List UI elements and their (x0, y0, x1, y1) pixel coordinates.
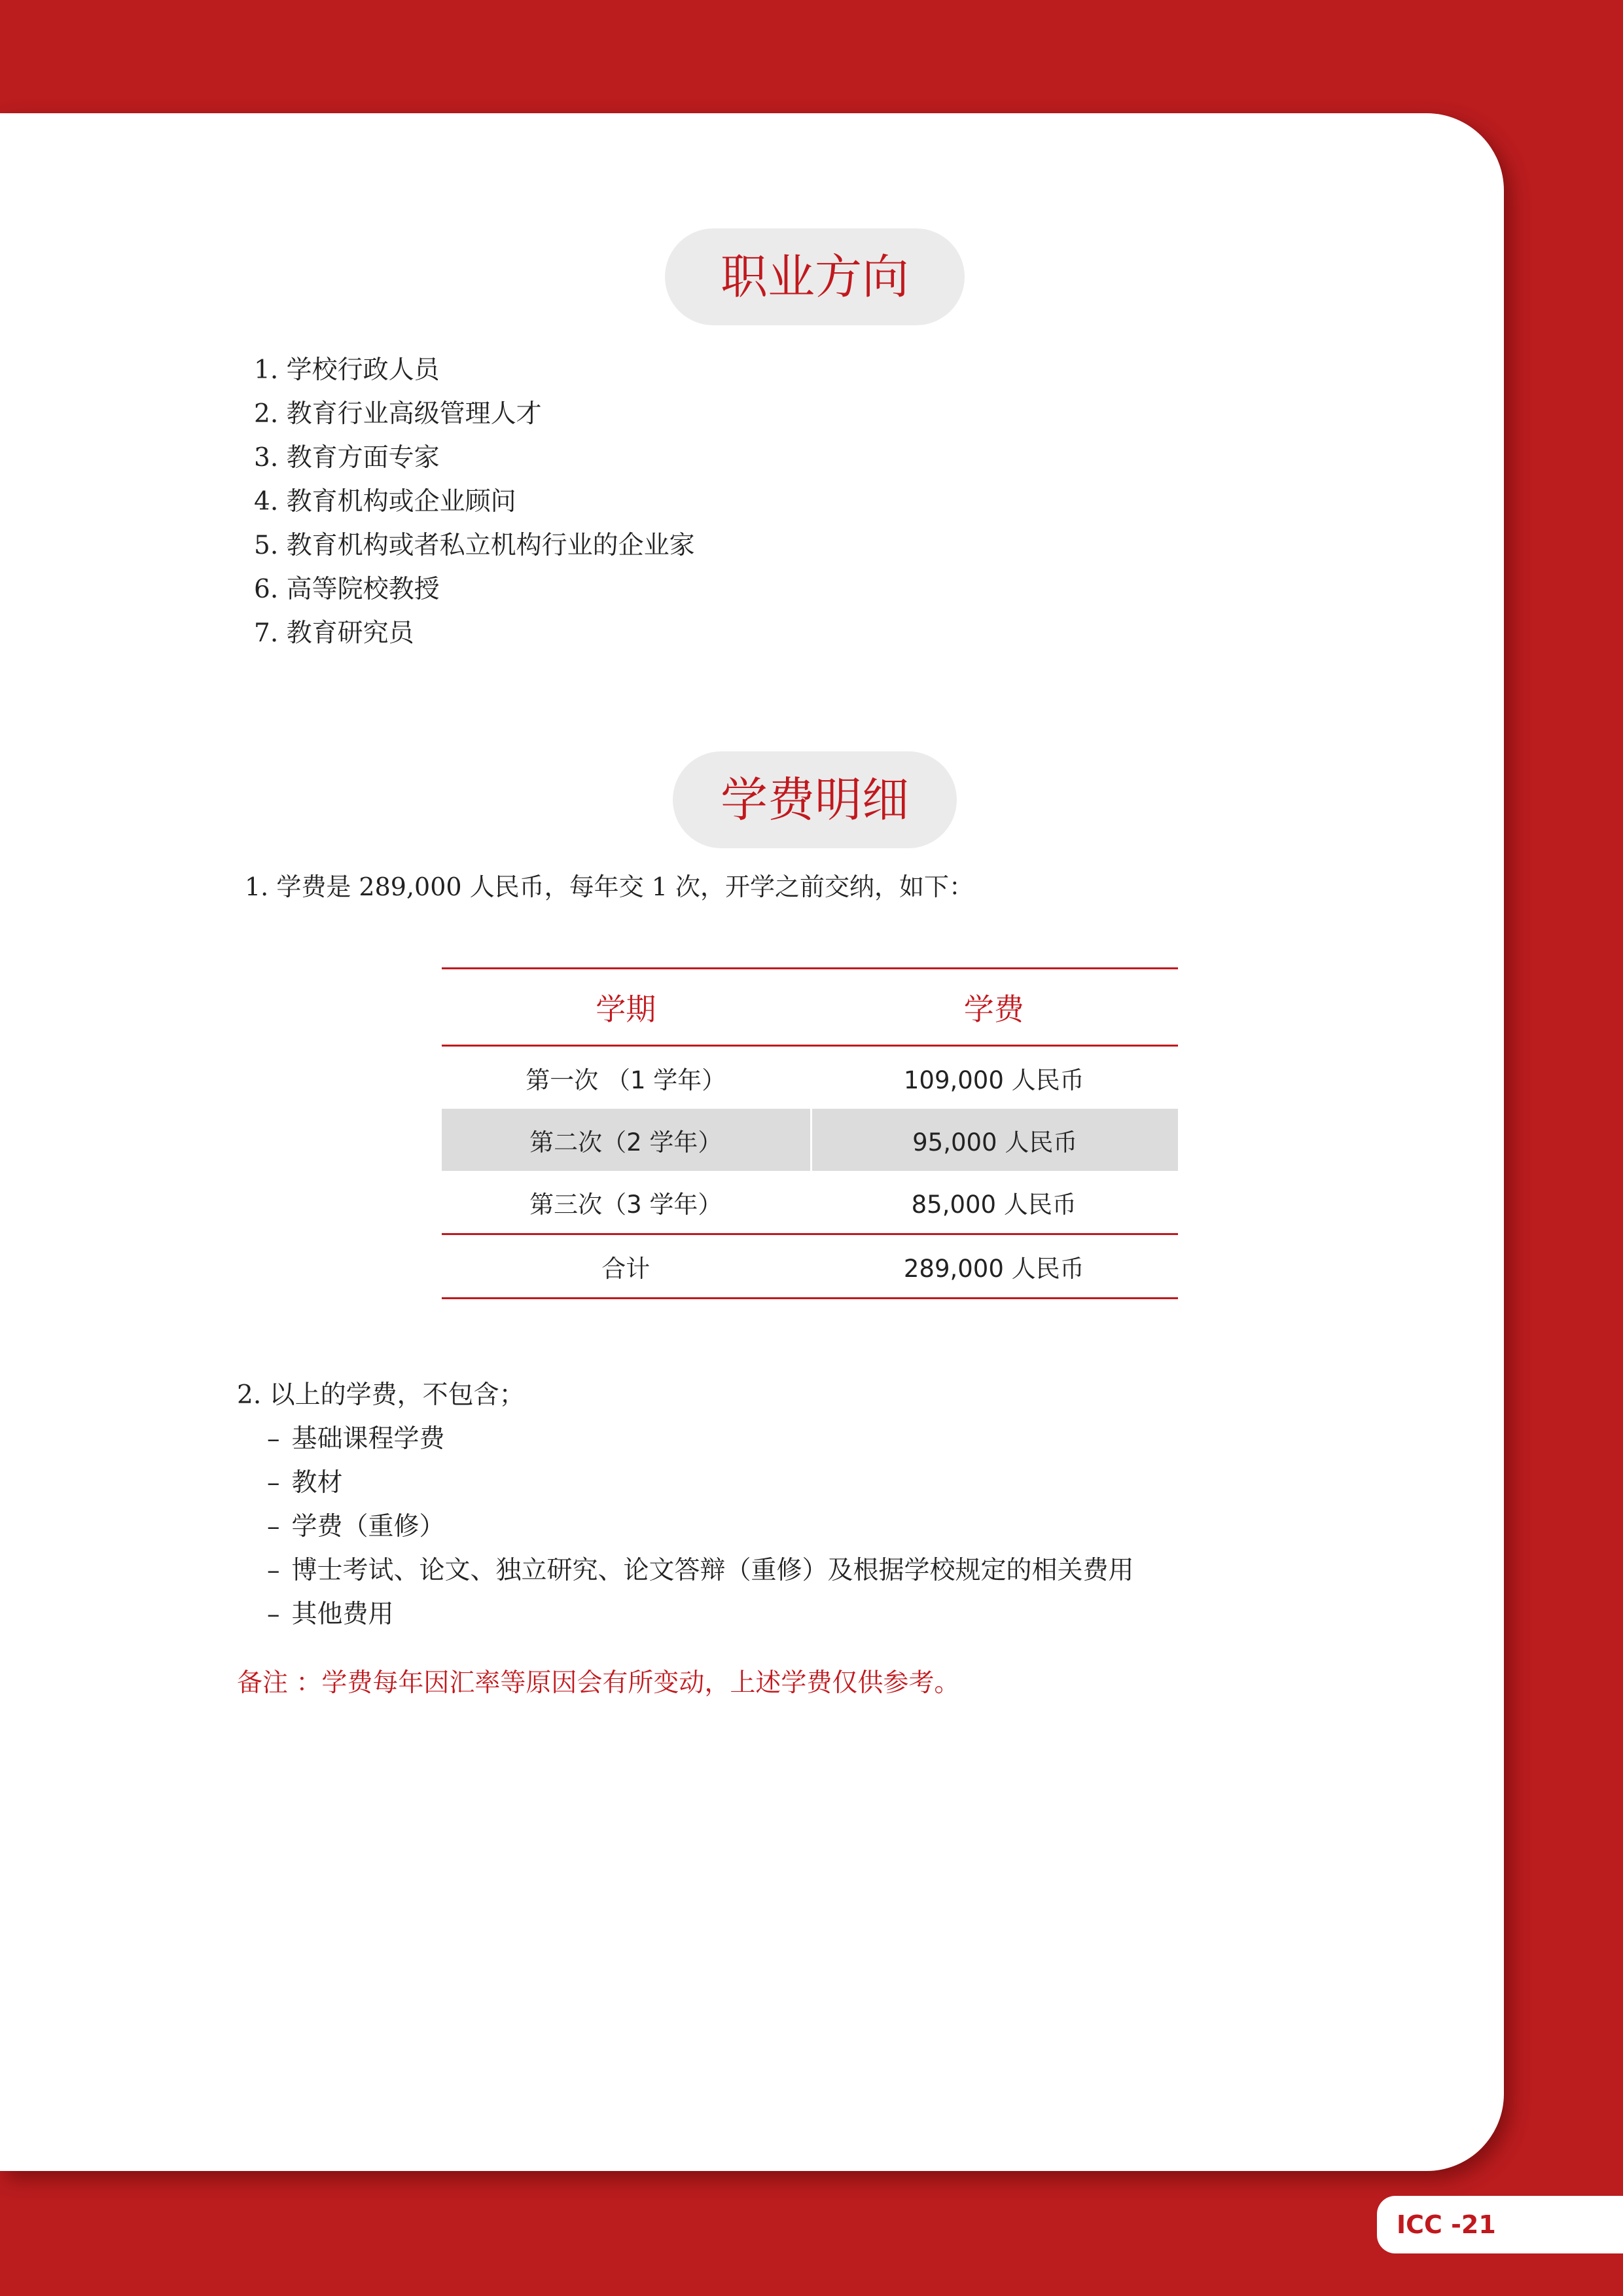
exclusions-section (237, 1373, 1134, 1636)
exclusions-list (237, 1417, 1134, 1636)
fee-intro: 1. 学费是 289,000 人民币，每年交 1 次，开学之前交纳，如下： (245, 872, 974, 901)
page-number-tab (1377, 2196, 1623, 2253)
list-item: 1. 学校行政人员 (254, 355, 440, 385)
list-item: 3. 教育方面专家 (254, 443, 440, 473)
term-cell: 第一次 （1 学年） (526, 1066, 726, 1094)
table-header-row (442, 967, 1178, 1047)
list-item: – 学费（重修） (267, 1512, 445, 1541)
list-item: – 教材 (267, 1468, 343, 1498)
exclusions-heading: 2. 以上的学费，不包含； (237, 1380, 525, 1410)
column-header-fee: 学费 (810, 967, 1179, 1047)
table-total-row (442, 1233, 1178, 1299)
fees-heading: 学费明细 (673, 751, 957, 848)
list-item: 4. 教育机构或企业顾问 (254, 487, 516, 516)
fee-cell: 85,000 人民币 (911, 1190, 1077, 1219)
list-item: – 基础课程学费 (267, 1424, 445, 1454)
fee-note: 备注 ：学费每年因汇率等原因会有所变动，上述学费仅供参考。 (237, 1668, 960, 1698)
dash-marker: – (267, 1468, 280, 1498)
table-row (442, 1047, 1178, 1109)
dash-marker: – (267, 1424, 280, 1454)
fee-cell: 109,000 人民币 (903, 1066, 1084, 1094)
list-item: 5. 教育机构或者私立机构行业的企业家 (254, 531, 695, 560)
total-label: 合计 (442, 1233, 810, 1299)
fee-table (442, 967, 1178, 1299)
career-list (254, 348, 695, 655)
term-cell: 第三次（3 学年） (529, 1190, 722, 1219)
list-item: 2. 教育行业高级管理人才 (254, 399, 542, 429)
list-item: 6. 高等院校教授 (254, 575, 440, 604)
dash-marker: – (267, 1512, 280, 1541)
table-row (442, 1109, 1178, 1171)
career-heading: 职业方向 (665, 228, 965, 325)
dash-marker: – (267, 1600, 280, 1629)
dash-marker: – (267, 1556, 280, 1585)
fee-cell: 95,000 人民币 (810, 1109, 1179, 1171)
table-row (442, 1171, 1178, 1233)
page-number: ICC -21 (1397, 2210, 1496, 2239)
list-item: – 博士考试、论文、独立研究、论文答辩（重修）及根据学校规定的相关费用 (267, 1556, 1134, 1585)
list-item: 7. 教育研究员 (254, 619, 414, 648)
list-item: – 其他费用 (267, 1600, 394, 1629)
column-header-term: 学期 (442, 967, 810, 1047)
term-cell: 第二次（2 学年） (442, 1109, 810, 1171)
total-value: 289,000 人民币 (810, 1233, 1179, 1299)
